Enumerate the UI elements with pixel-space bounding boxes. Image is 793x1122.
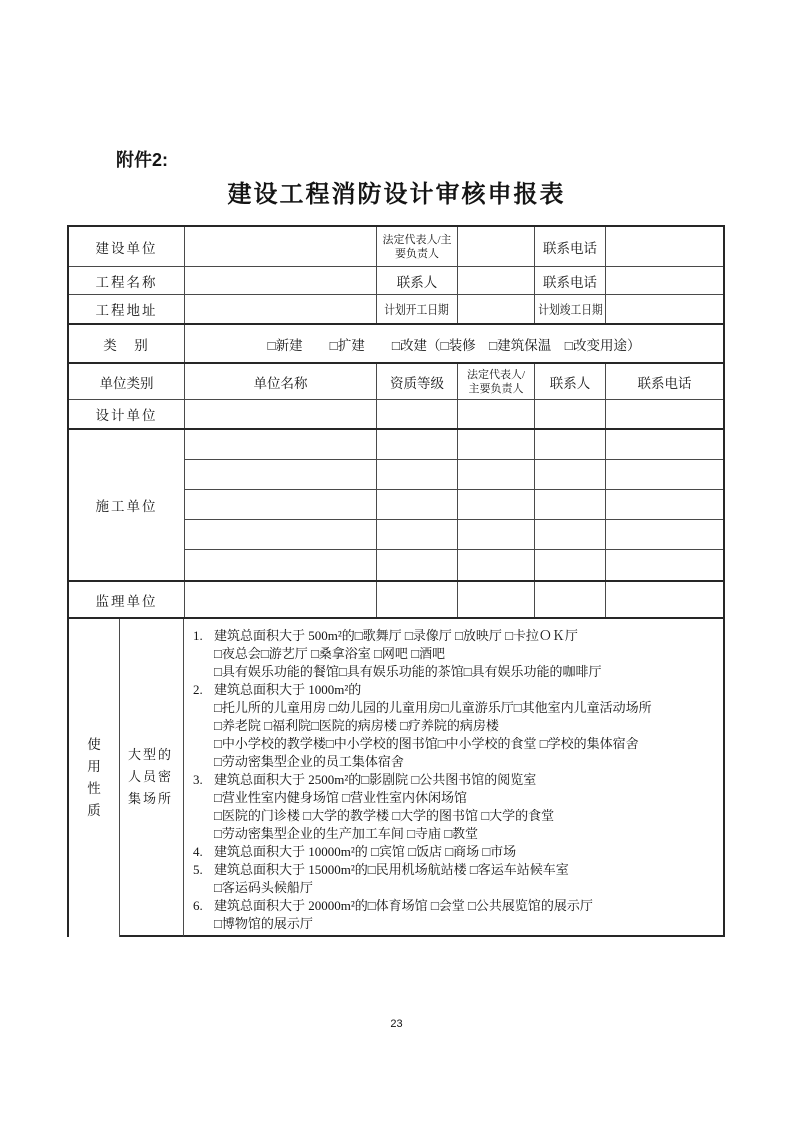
checklist-line: □营业性室内健身场馆 □营业性室内休闲场馆 [214, 790, 467, 805]
usage-checklist [184, 619, 723, 937]
checklist-line: □劳动密集型企业的生产加工车间 □寺庙 □教堂 [214, 826, 479, 841]
construction-unit-1-qualification-cell[interactable] [377, 430, 458, 460]
construction-unit-2-legal-rep-cell[interactable] [458, 460, 535, 490]
header-unit-type: 单位类别 [69, 364, 185, 400]
checklist-line: 建筑总面积大于 2500m²的□影剧院 □公共图书馆的阅览室 [214, 772, 537, 787]
item-number: 4. [193, 844, 203, 859]
checklist-line: □养老院 □福利院□医院的病房楼 □疗养院的病房楼 [214, 718, 499, 733]
item-number: 5. [193, 862, 203, 877]
checklist-line: 建筑总面积大于 500m²的□歌舞厅 □录像厅 □放映厅 □卡拉ＯＫ厅 [214, 628, 578, 643]
item-lines [214, 897, 715, 933]
item-lines [214, 681, 715, 771]
label-contact-person: 联系人 [377, 267, 458, 295]
item-number: 2. [193, 682, 203, 697]
checklist-line: □夜总会□游艺厅 □桑拿浴室 □网吧 □酒吧 [214, 646, 446, 661]
label-project-address: 工程地址 [69, 295, 185, 323]
page-title: 建设工程消防设计审核申报表 [227, 181, 566, 208]
label-crowded-places-group-text: 大型的人员密集场所 [128, 747, 174, 806]
design-unit-contact-cell[interactable] [535, 400, 606, 428]
item-number: 1. [193, 628, 203, 643]
item-number: 6. [193, 898, 203, 913]
application-form-table [67, 225, 725, 937]
supervision-unit-section [69, 580, 723, 617]
construction-unit-5-contact-cell[interactable] [535, 550, 606, 580]
construction-unit-4-phone-cell[interactable] [606, 520, 723, 550]
design-unit-name-cell[interactable] [185, 400, 377, 428]
checklist-line: □客运码头候船厅 [214, 880, 313, 895]
label-planned-start-date-text: 计划开工日期 [384, 303, 450, 317]
construction-unit-3-legal-rep-cell[interactable] [458, 490, 535, 520]
construction-unit-5-name-cell[interactable] [185, 550, 377, 580]
checklist-line: □具有娱乐功能的餐馆□具有娱乐功能的茶馆□具有娱乐功能的咖啡厅 [214, 664, 602, 679]
label-category: 类 别 [69, 325, 185, 362]
item-lines [214, 843, 715, 861]
label-supervision-unit: 监理单位 [69, 582, 185, 617]
construction-unit-5-phone-cell[interactable] [606, 550, 723, 580]
item-number: 3. [193, 772, 203, 787]
category-options: □新建 □扩建 □改建（□装修 □建筑保温 □改变用途） [267, 337, 641, 353]
header-legal-representative [458, 364, 535, 400]
contact-phone-2-value-cell[interactable] [606, 267, 723, 295]
usage-nature-section [69, 617, 723, 937]
header-legal-representative-text: 法定代表人/主要负责人 [466, 368, 526, 395]
checklist-line: □托儿所的儿童用房 □幼儿园的儿童用房□儿童游乐厅□其他室内儿童活动场所 [214, 700, 652, 715]
label-project-name: 工程名称 [69, 267, 185, 295]
construction-unit-4-legal-rep-cell[interactable] [458, 520, 535, 550]
checklist-line: □劳动密集型企业的员工集体宿舍 [214, 754, 404, 769]
category-section [69, 323, 723, 362]
planned-completion-date-value-cell[interactable] [606, 295, 723, 323]
usage-item-1 [193, 627, 715, 681]
label-contact-phone-2: 联系电话 [535, 267, 606, 295]
label-legal-representative-text: 法定代表人/主要负责人 [382, 233, 452, 260]
attachment-label: 附件2: [116, 150, 169, 170]
supervision-unit-legal-rep-cell[interactable] [458, 582, 535, 617]
label-planned-completion-date [535, 295, 606, 323]
item-lines [214, 771, 715, 843]
construction-unit-1-legal-rep-cell[interactable] [458, 430, 535, 460]
construction-unit-3-contact-cell[interactable] [535, 490, 606, 520]
construction-unit-2-contact-cell[interactable] [535, 460, 606, 490]
construction-unit-3-qualification-cell[interactable] [377, 490, 458, 520]
unit-table-header-section [69, 362, 723, 428]
supervision-unit-phone-cell[interactable] [606, 582, 723, 617]
label-planned-start-date [377, 295, 458, 323]
construction-unit-3-name-cell[interactable] [185, 490, 377, 520]
header-qualification-level: 资质等级 [377, 364, 458, 400]
contact-phone-1-value-cell[interactable] [606, 227, 723, 267]
construction-unit-2-name-cell[interactable] [185, 460, 377, 490]
header-contact-phone: 联系电话 [606, 364, 723, 400]
header-unit-name: 单位名称 [185, 364, 377, 400]
construction-unit-4-name-cell[interactable] [185, 520, 377, 550]
item-lines [214, 627, 715, 681]
design-unit-phone-cell[interactable] [606, 400, 723, 428]
planned-start-date-value-cell[interactable] [458, 295, 535, 323]
design-unit-legal-rep-cell[interactable] [458, 400, 535, 428]
checklist-line: □中小学校的教学楼□中小学校的图书馆□中小学校的食堂 □学校的集体宿舍 [214, 736, 639, 751]
construction-unit-5-legal-rep-cell[interactable] [458, 550, 535, 580]
construction-unit-3-phone-cell[interactable] [606, 490, 723, 520]
label-design-unit: 设计单位 [69, 400, 185, 428]
contact-person-value-cell[interactable] [458, 267, 535, 295]
checklist-line: □博物馆的展示厅 [214, 916, 313, 931]
supervision-unit-contact-cell[interactable] [535, 582, 606, 617]
label-usage-nature-text: 使用性质 [87, 737, 101, 818]
label-construction-unit: 施工单位 [69, 430, 185, 580]
supervision-unit-qualification-cell[interactable] [377, 582, 458, 617]
label-crowded-places-group [120, 619, 184, 937]
construction-unit-1-name-cell[interactable] [185, 430, 377, 460]
header-contact-person: 联系人 [535, 364, 606, 400]
construction-unit-4-qualification-cell[interactable] [377, 520, 458, 550]
checklist-line: □医院的门诊楼 □大学的教学楼 □大学的图书馆 □大学的食堂 [214, 808, 555, 823]
label-planned-completion-date-text: 计划竣工日期 [537, 303, 603, 317]
construction-org-value-cell[interactable] [185, 227, 377, 267]
legal-representative-value-cell[interactable] [458, 227, 535, 267]
supervision-unit-name-cell[interactable] [185, 582, 377, 617]
project-address-value-cell[interactable] [185, 295, 377, 323]
usage-item-4 [193, 843, 715, 861]
construction-unit-1-phone-cell[interactable] [606, 430, 723, 460]
construction-unit-4-contact-cell[interactable] [535, 520, 606, 550]
label-contact-phone-1: 联系电话 [535, 227, 606, 267]
project-name-value-cell[interactable] [185, 267, 377, 295]
construction-unit-1-contact-cell[interactable] [535, 430, 606, 460]
basic-info-section [69, 227, 723, 323]
checklist-line: 建筑总面积大于 1000m²的 [214, 682, 362, 697]
construction-unit-2-phone-cell[interactable] [606, 460, 723, 490]
usage-item-2 [193, 681, 715, 771]
checklist-line: 建筑总面积大于 15000m²的□民用机场航站楼 □客运车站候车室 [214, 862, 569, 877]
construction-unit-5-qualification-cell[interactable] [377, 550, 458, 580]
construction-unit-2-qualification-cell[interactable] [377, 460, 458, 490]
checklist-line: 建筑总面积大于 10000m²的 □宾馆 □饭店 □商场 □市场 [214, 844, 517, 859]
label-usage-nature [69, 619, 120, 937]
design-unit-qualification-cell[interactable] [377, 400, 458, 428]
label-construction-org: 建设单位 [69, 227, 185, 267]
construction-unit-section [69, 428, 723, 580]
usage-item-5 [193, 861, 715, 897]
item-lines [214, 861, 715, 897]
checklist-line: 建筑总面积大于 20000m²的□体育场馆 □会堂 □公共展览馆的展示厅 [214, 898, 593, 913]
usage-item-3 [193, 771, 715, 843]
page-number: 23 [390, 1018, 403, 1030]
label-legal-representative [377, 227, 458, 267]
usage-item-6 [193, 897, 715, 933]
